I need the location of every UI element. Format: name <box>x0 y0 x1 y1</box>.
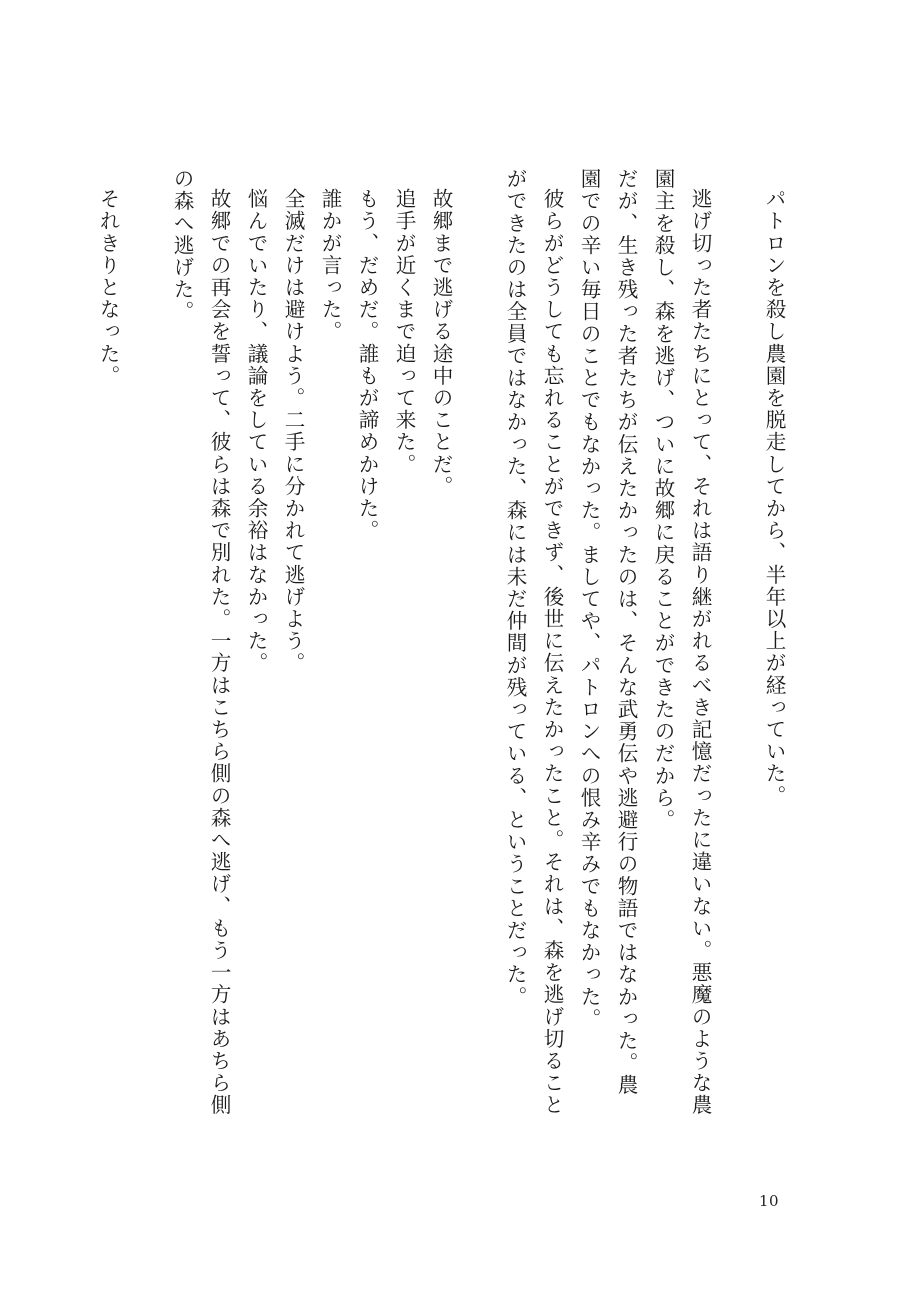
text-line: 園主を殺し、森を逃げ、ついに故郷に戻ることができたのだから。 <box>651 168 675 831</box>
text-line: の森へ逃げた。 <box>170 168 194 323</box>
text-line: パトロンを殺し農園を脱走してから、半年以上が経っていた。 <box>762 188 786 807</box>
text-line: 故郷での再会を誓って、彼らは森で別れた。一方はこちら側の森へ逃げ、もう一方はあちら側 <box>207 188 231 1117</box>
text-line: 追手が近くまで迫って来た。 <box>392 188 416 476</box>
text-line: もう、だめだ。誰もが諦めかけた。 <box>355 188 379 542</box>
text-line: 全滅だけは避けよう。二手に分かれて逃げよう。 <box>281 188 305 675</box>
page-number: 10 <box>759 1192 780 1210</box>
text-line: 故郷まで逃げる途中のことだ。 <box>429 188 453 498</box>
text-line: 彼らがどうしても忘れることができず、後世に伝えたかったこと。それは、森を逃げ切ること <box>540 188 564 1117</box>
text-line: 園での辛い毎日のことでもなかった。ましてや、パトロンへの恨み辛みでもなかった。 <box>577 168 601 1030</box>
text-line: 逃げ切った者たちにとって、それは語り継がれるべき記憶だったに違いない。悪魔のような農 <box>688 188 712 1117</box>
text-line: 悩んでいたり、議論をしている余裕はなかった。 <box>244 188 268 675</box>
text-line: 誰かが言った。 <box>318 188 342 343</box>
text-line: ができたのは全員ではなかった、森には未だ仲間が残っている、ということだった。 <box>503 168 527 1008</box>
text-line: だが、生き残った者たちが伝えたかったのは、そんな武勇伝や逃避行の物語ではなかった。農 <box>614 168 638 1097</box>
text-line: それきりとなった。 <box>96 188 120 387</box>
